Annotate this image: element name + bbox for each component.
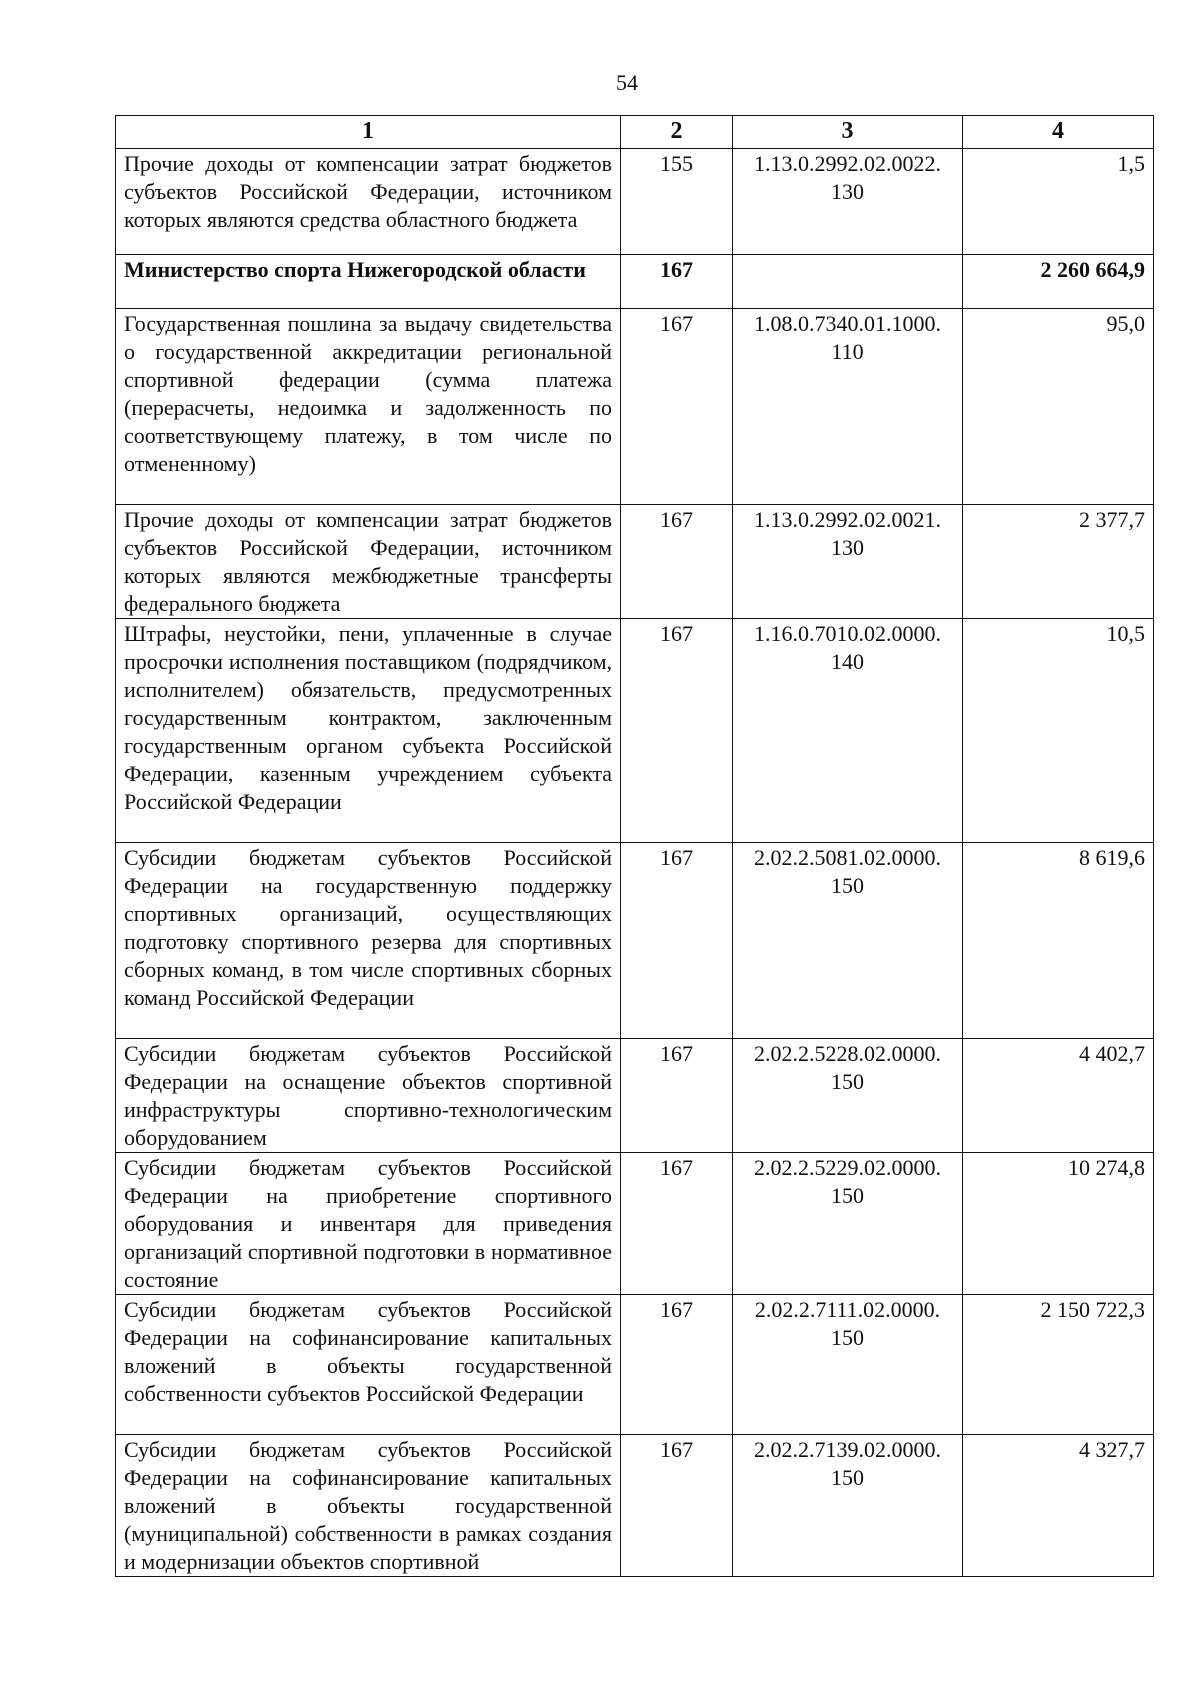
row-amount: 2 150 722,3 [963,1295,1154,1435]
row-kbk [733,255,963,309]
row-kbk-line1: 1.13.0.2992.02.0022. [754,151,941,176]
row-kbk-line2: 150 [831,873,864,898]
row-kbk-line2: 150 [831,1069,864,1094]
row-kbk [733,149,963,255]
row-amount: 2 260 664,9 [963,255,1154,309]
table-body [116,149,1154,1577]
row-amount: 4 327,7 [963,1435,1154,1577]
table-row [116,619,1154,843]
table-row [116,1295,1154,1435]
row-description: Штрафы, неустойки, пени, уплаченные в случае просрочки исполнения поставщиком (подрядчиком, исполнителем) обязательств, предусмотренных государственным контрактом, заключенным государственным органом субъекта Российской Федерации, казенным учреждением субъекта Российской Федерации [116,619,621,843]
row-description: Субсидии бюджетам субъектов Российской Федерации на софинансирование капитальных вложений в объекты государственной (муниципальной) собственности в рамках создания и модернизации объектов спортивной [116,1435,621,1577]
row-code: 167 [621,1435,733,1577]
row-kbk-line2: 130 [831,535,864,560]
row-amount: 2 377,7 [963,505,1154,619]
row-kbk-line2: 150 [831,1183,864,1208]
table-row [116,1435,1154,1577]
row-amount: 10,5 [963,619,1154,843]
row-kbk [733,1435,963,1577]
row-kbk [733,619,963,843]
budget-table [115,115,1154,1577]
row-amount: 95,0 [963,309,1154,505]
row-amount: 8 619,6 [963,843,1154,1039]
row-code: 167 [621,1295,733,1435]
row-kbk-line2: 150 [831,1325,864,1350]
row-kbk [733,505,963,619]
row-code: 167 [621,309,733,505]
row-description: Прочие доходы от компенсации затрат бюджетов субъектов Российской Федерации, источником которых являются средства областного бюджета [116,149,621,255]
table-row [116,1039,1154,1153]
row-kbk [733,1295,963,1435]
row-description: Прочие доходы от компенсации затрат бюджетов субъектов Российской Федерации, источником которых являются межбюджетные трансферты федерального бюджета [116,505,621,619]
row-code: 167 [621,843,733,1039]
row-amount: 1,5 [963,149,1154,255]
row-code: 167 [621,255,733,309]
row-amount: 10 274,8 [963,1153,1154,1295]
row-kbk-line2: 140 [831,649,864,674]
row-kbk-line2: 110 [831,339,864,364]
table-row [116,309,1154,505]
row-kbk-line1: 2.02.2.7139.02.0000. [754,1437,941,1462]
table-row [116,1153,1154,1295]
header-col-1: 1 [116,116,621,149]
row-description: Субсидии бюджетам субъектов Российской Федерации на государственную поддержку спортивных организаций, осуществляющих подготовку спортивного резерва для спортивных сборных команд, в том числе спортивных сборных команд Российской Федерации [116,843,621,1039]
row-kbk [733,843,963,1039]
header-col-3: 3 [733,116,963,149]
header-col-4: 4 [963,116,1154,149]
row-description: Субсидии бюджетам субъектов Российской Федерации на приобретение спортивного оборудования и инвентаря для приведения организаций спортивной подготовки в нормативное состояние [116,1153,621,1295]
row-kbk [733,1039,963,1153]
row-kbk [733,309,963,505]
row-kbk-line1: 2.02.2.5228.02.0000. [754,1041,941,1066]
row-kbk-line1: 1.16.0.7010.02.0000. [754,621,941,646]
row-kbk-line1: 1.13.0.2992.02.0021. [754,507,941,532]
row-kbk-line1: 2.02.2.5229.02.0000. [754,1155,941,1180]
row-code: 155 [621,149,733,255]
row-kbk [733,1153,963,1295]
table-row [116,149,1154,255]
header-col-2: 2 [621,116,733,149]
row-kbk-line1: 2.02.2.5081.02.0000. [754,845,941,870]
table-row-ministry [116,255,1154,309]
row-description: Министерство спорта Нижегородской области [116,255,621,309]
row-description: Государственная пошлина за выдачу свидетельства о государственной аккредитации региональной спортивной федерации (сумма платежа (перерасчеты, недоимка и задолженность по соответствующему платежу, в том числе по отмененному) [116,309,621,505]
row-code: 167 [621,619,733,843]
table-header [116,116,1154,149]
header-row [116,116,1154,149]
row-kbk-line2: 130 [831,179,864,204]
row-code: 167 [621,1039,733,1153]
row-description: Субсидии бюджетам субъектов Российской Федерации на софинансирование капитальных вложений в объекты государственной собственности субъектов Российской Федерации [116,1295,621,1435]
row-code: 167 [621,1153,733,1295]
row-kbk-line1: 2.02.2.7111.02.0000. [754,1297,941,1322]
page-number: 54 [616,70,638,95]
table-row [116,505,1154,619]
row-kbk-line2: 150 [831,1465,864,1490]
row-description: Субсидии бюджетам субъектов Российской Федерации на оснащение объектов спортивной инфраструктуры спортивно-технологическим оборудованием [116,1039,621,1153]
row-amount: 4 402,7 [963,1039,1154,1153]
row-code: 167 [621,505,733,619]
table-row [116,843,1154,1039]
row-kbk-line1: 1.08.0.7340.01.1000. [754,311,941,336]
